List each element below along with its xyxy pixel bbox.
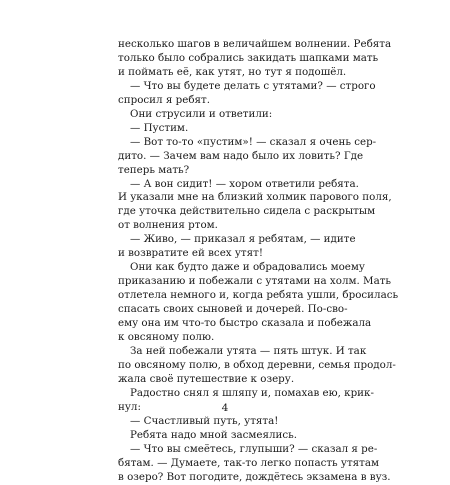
text-line: и возвратите ей всех утят!	[118, 247, 263, 260]
text-line: ему она им что-то быстро сказала и побежала	[118, 317, 372, 330]
text-line: Они как будто даже и обрадовались моему	[130, 261, 365, 274]
text-line: — Что вы смеётесь, глупыши? — сказал я ре-	[130, 442, 378, 455]
paragraph	[118, 344, 396, 387]
paragraph	[118, 233, 356, 261]
page-number: 4	[221, 402, 229, 414]
text-line: в озеро? Вот погодите, дождётесь экзамена в вуз.	[118, 470, 391, 483]
text-line: по овсяному полю, в обход деревни, семья продол-	[118, 358, 396, 371]
paragraph	[118, 38, 392, 80]
paragraph	[118, 177, 392, 234]
text-line: — Счастливый путь, утята!	[130, 414, 279, 427]
text-line: — Вот то-то «пустим»! — сказал я очень сер-	[130, 135, 377, 148]
paragraph	[118, 415, 339, 429]
page-text	[118, 38, 399, 485]
text-line: отлетела немного и, когда ребята ушли, бросилась	[118, 289, 399, 302]
text-line: бятам. — Думаете, так-то легко попасть утятам	[118, 456, 380, 469]
text-line: — Пустим.	[130, 121, 189, 134]
paragraph	[118, 79, 376, 108]
paragraph	[118, 442, 391, 485]
text-line: теперь мать?	[118, 163, 190, 176]
text-line: приказанию и побежали с утятами на холм. Мать	[118, 275, 392, 288]
text-line: Радостно снял я шляпу и, помахав ею, крик-	[130, 386, 374, 399]
text-line: — Что вы будете делать с утятами? — строго	[130, 79, 376, 92]
text-line: и поймать её, как утят, но тут я подошёл.	[118, 65, 347, 78]
text-line: За ней побежали утята — пять штук. И так	[130, 344, 367, 357]
text-line: — Живо, — приказал я ребятам, — идите	[130, 233, 356, 246]
text-line: И указали мне на близкий холмик парового поля,	[118, 191, 392, 204]
text-line: только было собрались закидать шапками мать	[118, 51, 379, 64]
paragraph	[118, 261, 399, 345]
text-line: дито. — Зачем вам надо было их ловить? Где	[118, 149, 364, 162]
paragraph	[118, 108, 339, 122]
text-line: жала своё путешествие к озеру.	[118, 372, 295, 385]
paragraph	[118, 122, 339, 136]
text-line: — А вон сидит! — хором ответили ребята.	[130, 177, 359, 190]
text-line: к овсяному полю.	[118, 331, 215, 344]
text-line: спасать своих сыновей и дочерей. По-сво-	[118, 303, 348, 316]
paragraph	[118, 429, 339, 443]
text-line: Они струсили и ответили:	[130, 107, 273, 120]
text-line: спросил я ребят.	[118, 93, 210, 106]
text-line: где уточка действительно сидела с раскрытым	[118, 205, 376, 218]
text-line: Ребята надо мной засмеялись.	[130, 428, 298, 441]
text-line: несколько шагов в величайшем волнении. Ребята	[118, 38, 392, 50]
text-line: нул:	[118, 400, 141, 413]
paragraph	[118, 135, 377, 178]
text-line: от волнения ртом.	[118, 219, 218, 232]
